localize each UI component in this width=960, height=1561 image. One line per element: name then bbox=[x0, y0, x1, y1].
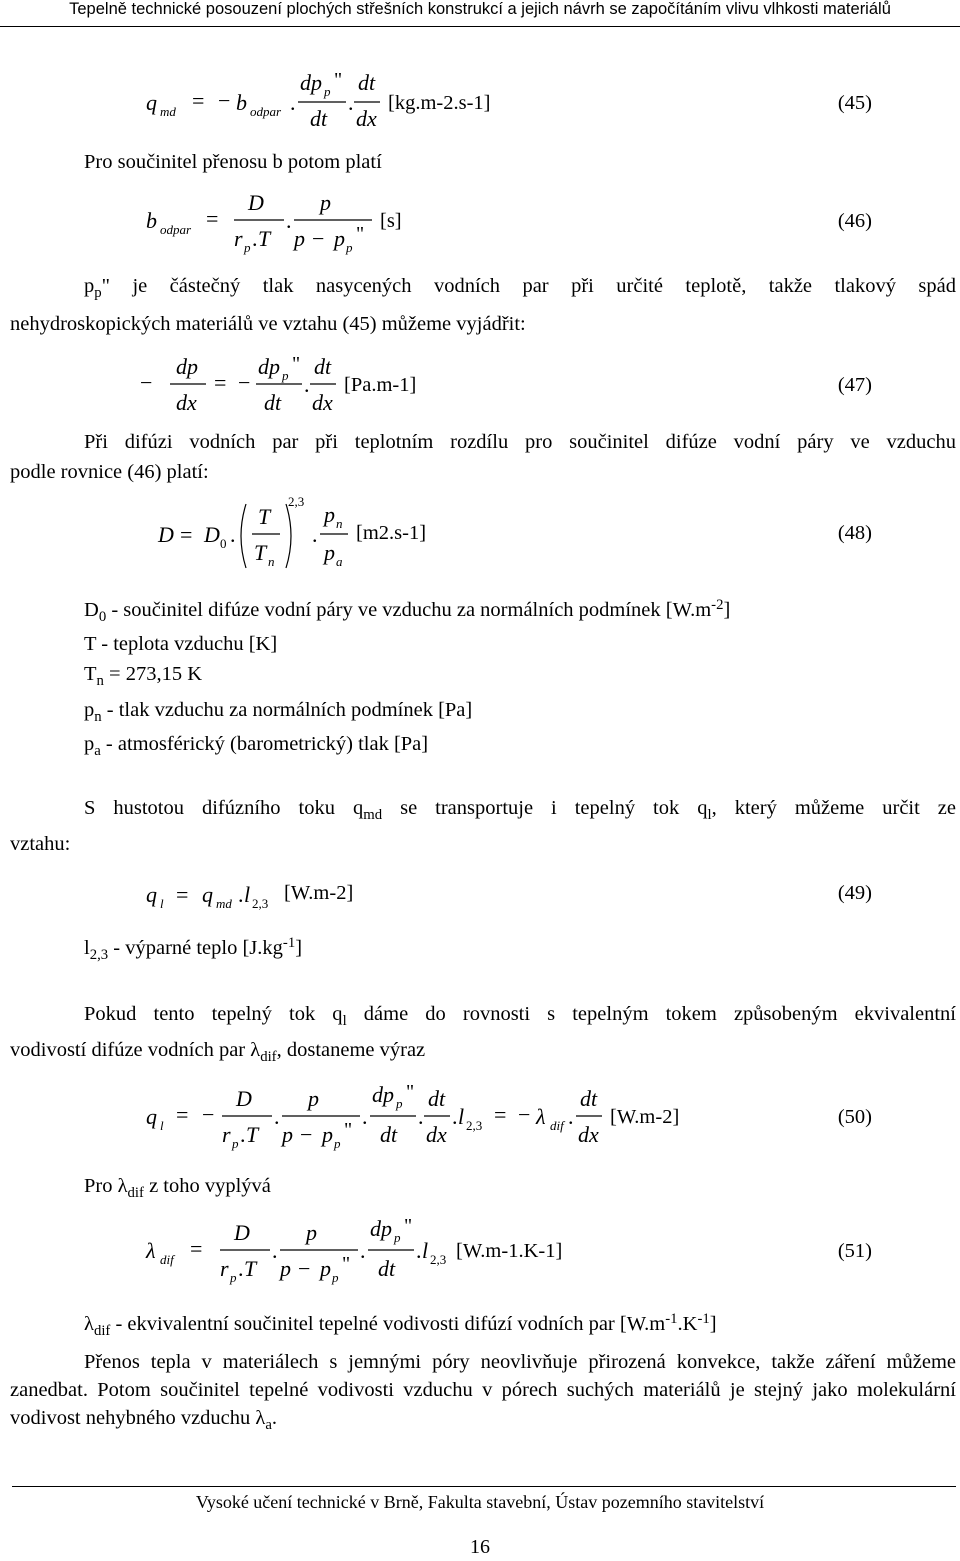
svg-text:dt: dt bbox=[264, 390, 282, 415]
svg-text:−: − bbox=[312, 226, 325, 251]
svg-text:p: p bbox=[394, 1230, 401, 1245]
equation-48-number: (48) bbox=[837, 522, 872, 544]
equation-46 bbox=[140, 186, 920, 276]
svg-text:.: . bbox=[416, 1238, 422, 1263]
svg-text:−: − bbox=[238, 370, 251, 395]
svg-text:.: . bbox=[286, 208, 292, 233]
svg-text:p: p bbox=[332, 1270, 339, 1285]
svg-text:D: D bbox=[234, 1220, 250, 1245]
paragraph-pro-lambda: Pro $\lambda_{dif}$ z toho vyplývá bbox=[84, 1175, 271, 1202]
svg-text:p: p bbox=[306, 1220, 317, 1245]
equation-45 bbox=[140, 64, 920, 154]
svg-text:D: D bbox=[158, 522, 174, 547]
svg-text:.: . bbox=[272, 1238, 278, 1263]
svg-text:dif: dif bbox=[160, 1252, 174, 1267]
equation-51-number: (51) bbox=[837, 1240, 872, 1262]
equation-50-formula bbox=[140, 1080, 620, 1160]
equation-48-formula bbox=[140, 492, 360, 582]
svg-text:dt: dt bbox=[580, 1086, 598, 1111]
svg-text:.: . bbox=[240, 1122, 246, 1147]
svg-text:D: D bbox=[248, 190, 264, 215]
svg-text:n: n bbox=[336, 516, 343, 531]
equation-49-unit: [W.m-2] bbox=[284, 882, 354, 904]
svg-text:T: T bbox=[258, 226, 271, 251]
svg-text:dt: dt bbox=[358, 70, 376, 95]
definition-pa: $p_a$ - atmosférický (barometrický) tlak [Pa] bbox=[84, 733, 429, 760]
svg-text:.: . bbox=[348, 90, 354, 115]
paragraph-pp: $p_p$" je částečný tlak nasycených vodních par při určité teplotě, takže tlakový spád bbox=[84, 275, 956, 302]
equation-48 bbox=[140, 492, 920, 582]
svg-text:dt: dt bbox=[428, 1086, 446, 1111]
paragraph-pokud: Pokud tento tepelný tok $q_l$ dáme do rovnosti s tepelným tokem způsobeným ekvivalentní bbox=[84, 1003, 956, 1030]
equation-51 bbox=[140, 1212, 920, 1302]
svg-text:dt: dt bbox=[380, 1122, 398, 1147]
page-number: 16 bbox=[470, 1536, 490, 1558]
svg-text:p: p bbox=[282, 368, 289, 383]
svg-text:−: − bbox=[202, 1102, 215, 1127]
svg-text:b: b bbox=[146, 208, 157, 233]
equation-50 bbox=[140, 1080, 920, 1170]
svg-text:r: r bbox=[234, 226, 243, 251]
svg-text:T: T bbox=[254, 540, 267, 565]
svg-text:.: . bbox=[360, 1238, 366, 1263]
svg-text:=: = bbox=[176, 882, 189, 907]
svg-text:": " bbox=[404, 1215, 413, 1237]
svg-text:q: q bbox=[146, 1104, 157, 1129]
svg-text:−: − bbox=[298, 1256, 311, 1281]
svg-text:=: = bbox=[190, 1236, 203, 1261]
svg-text:r: r bbox=[222, 1122, 231, 1147]
svg-text:D: D bbox=[236, 1086, 252, 1111]
paragraph-pokud-cont: vodivostí difúze vodních par $\lambda_{dif}$, dostaneme výraz bbox=[10, 1039, 426, 1066]
svg-text:p: p bbox=[232, 1136, 239, 1151]
equation-46-formula bbox=[140, 186, 400, 266]
svg-text:2,3: 2,3 bbox=[252, 896, 269, 911]
svg-text:n: n bbox=[268, 554, 275, 569]
equation-46-number: (46) bbox=[837, 210, 872, 232]
svg-text:p: p bbox=[324, 84, 331, 99]
svg-text:.: . bbox=[274, 1104, 280, 1129]
svg-text:dp: dp bbox=[370, 1216, 392, 1241]
equation-48-unit: [m2.s-1] bbox=[356, 522, 427, 544]
svg-text:D: D bbox=[204, 522, 220, 547]
svg-text:": " bbox=[292, 353, 301, 375]
svg-text:l: l bbox=[458, 1104, 465, 1129]
svg-text:.: . bbox=[304, 372, 310, 397]
svg-text:dp: dp bbox=[372, 1082, 394, 1107]
svg-text:p: p bbox=[334, 226, 345, 251]
paragraph-difuze: Při difúzi vodních par při teplotním rozdílu pro součinitel difúze vodní páry ve vzduchu bbox=[84, 431, 956, 453]
svg-text:=: = bbox=[180, 522, 193, 547]
svg-text:l: l bbox=[244, 882, 251, 907]
svg-text:l: l bbox=[160, 896, 164, 911]
svg-text:p: p bbox=[324, 540, 335, 565]
svg-text:": " bbox=[342, 1253, 351, 1275]
equation-46-unit: [s] bbox=[380, 210, 402, 232]
svg-text:0: 0 bbox=[220, 536, 227, 551]
svg-text:dx: dx bbox=[312, 390, 333, 415]
svg-text:dp: dp bbox=[258, 354, 280, 379]
svg-text:p: p bbox=[324, 502, 335, 527]
svg-text:T: T bbox=[258, 504, 271, 529]
svg-text:.: . bbox=[238, 882, 244, 907]
svg-text:=: = bbox=[176, 1102, 189, 1127]
svg-text:p: p bbox=[322, 1122, 333, 1147]
definition-t: T - teplota vzduchu [K] bbox=[84, 633, 278, 655]
svg-text:md: md bbox=[160, 104, 176, 119]
svg-text:=: = bbox=[494, 1102, 507, 1127]
svg-text:": " bbox=[356, 223, 365, 245]
paragraph-prenos: Pro součinitel přenosu b potom platí bbox=[84, 151, 382, 173]
svg-text:p: p bbox=[320, 1256, 331, 1281]
svg-text:T: T bbox=[246, 1122, 259, 1147]
svg-text:p: p bbox=[308, 1086, 319, 1111]
svg-text:.: . bbox=[290, 90, 296, 115]
equation-47-formula bbox=[140, 350, 360, 430]
svg-text:.: . bbox=[568, 1104, 574, 1129]
equation-49-number: (49) bbox=[837, 882, 872, 904]
svg-text:dif: dif bbox=[550, 1118, 564, 1133]
svg-text:": " bbox=[344, 1119, 353, 1141]
svg-text:dt: dt bbox=[378, 1256, 396, 1281]
definition-lambda-dif: $\lambda_{dif}$ - ekvivalentní součinitel tepelné vodivosti difúzí vodních par $[W.m^{-1}.K^{-1}]$ bbox=[84, 1311, 717, 1340]
svg-text:.: . bbox=[452, 1104, 458, 1129]
definition-l23: $l_{2,3}$ - výparné teplo $[J.kg^{-1}]$ bbox=[84, 935, 303, 964]
svg-text:dt: dt bbox=[310, 106, 328, 131]
svg-text:.: . bbox=[238, 1256, 244, 1281]
pp-symbol: p bbox=[84, 275, 95, 297]
footer-rule bbox=[12, 1486, 956, 1487]
svg-text:p: p bbox=[244, 240, 251, 255]
svg-text:p: p bbox=[230, 1270, 237, 1285]
paragraph-prenos-tepla: Přenos tepla v materiálech s jemnými póry neovlivňuje přirozená konvekce, takže záření můžeme zanedbat. Potom součinitel tepelné vodivosti vzduchu v pórech suchých materiálů je stejný jako molekulární vodivost nehybného vzduchu $\lambda_a$. bbox=[10, 1351, 956, 1434]
svg-text:.: . bbox=[230, 522, 236, 547]
svg-text:p: p bbox=[282, 1122, 293, 1147]
svg-text:λ: λ bbox=[536, 1104, 546, 1129]
svg-text:": " bbox=[406, 1081, 415, 1103]
svg-text:2,3: 2,3 bbox=[288, 494, 305, 509]
svg-text:q: q bbox=[146, 882, 157, 907]
svg-text:md: md bbox=[216, 896, 232, 911]
equation-45-unit: [kg.m-2.s-1] bbox=[388, 92, 491, 114]
svg-text:T: T bbox=[244, 1256, 257, 1281]
equation-50-number: (50) bbox=[837, 1106, 872, 1128]
svg-text:p: p bbox=[320, 190, 331, 215]
paragraph-hustota: S hustotou difúzního toku $q_{md}$ se transportuje i tepelný tok $q_l$, který můžeme určit ze bbox=[84, 797, 956, 824]
svg-text:p: p bbox=[396, 1096, 403, 1111]
pp-text: " je částečný tlak nasycených vodních par při určité teplotě, takže tlakový spád bbox=[101, 275, 956, 297]
svg-text:p: p bbox=[334, 1136, 341, 1151]
svg-text:=: = bbox=[192, 88, 205, 113]
equation-45-number: (45) bbox=[837, 92, 872, 114]
paragraph-difuze-cont: podle rovnice (46) platí: bbox=[10, 461, 209, 483]
svg-text:q: q bbox=[202, 882, 213, 907]
svg-text:.: . bbox=[362, 1104, 368, 1129]
svg-text:2,3: 2,3 bbox=[466, 1118, 483, 1133]
svg-text:r: r bbox=[220, 1256, 229, 1281]
svg-text:p: p bbox=[280, 1256, 291, 1281]
equation-47-unit: [Pa.m-1] bbox=[344, 374, 417, 396]
svg-text:dt: dt bbox=[314, 354, 332, 379]
svg-text:a: a bbox=[336, 554, 343, 569]
svg-text:l: l bbox=[422, 1238, 429, 1263]
header-rule bbox=[0, 26, 960, 27]
svg-text:.: . bbox=[312, 522, 318, 547]
equation-51-unit: [W.m-1.K-1] bbox=[456, 1240, 563, 1262]
svg-text:odpar: odpar bbox=[250, 104, 282, 119]
svg-text:=: = bbox=[206, 206, 219, 231]
svg-text:dp: dp bbox=[176, 354, 198, 379]
definition-pn: $p_n$ - tlak vzduchu za normálních podmínek [Pa] bbox=[84, 699, 473, 726]
svg-text:l: l bbox=[160, 1118, 164, 1133]
svg-text:.: . bbox=[418, 1104, 424, 1129]
svg-text:dp: dp bbox=[300, 70, 322, 95]
svg-text:q: q bbox=[146, 90, 157, 115]
definition-tn: $T_n = 273,15$ K bbox=[84, 663, 203, 690]
svg-text:−: − bbox=[300, 1122, 313, 1147]
svg-text:b: b bbox=[236, 90, 247, 115]
svg-text:=: = bbox=[214, 370, 227, 395]
footer-institution: Vysoké učení technické v Brně, Fakulta stavební, Ústav pozemního stavitelství bbox=[195, 1492, 765, 1512]
definition-d0: $D_0$ - součinitel difúze vodní páry ve vzduchu za normálních podmínek $[W.m^{-2}]$ bbox=[84, 597, 731, 626]
svg-text:−: − bbox=[518, 1102, 531, 1127]
svg-text:p: p bbox=[346, 240, 353, 255]
svg-text:dx: dx bbox=[578, 1122, 599, 1147]
equation-50-unit: [W.m-2] bbox=[610, 1106, 680, 1128]
equation-47-number: (47) bbox=[837, 374, 872, 396]
svg-text:.: . bbox=[252, 226, 258, 251]
svg-text:dx: dx bbox=[356, 106, 377, 131]
svg-text:λ: λ bbox=[146, 1238, 156, 1263]
svg-text:−: − bbox=[140, 370, 153, 395]
svg-text:dx: dx bbox=[176, 390, 197, 415]
running-header: Tepelně technické posouzení plochých střešních konstrukcí a jejich návrh se započítáním vlivu vlhkosti materiálů bbox=[69, 0, 891, 18]
paragraph-pp-cont: nehydroskopických materiálů ve vztahu (45) můžeme vyjádřit: bbox=[10, 313, 526, 335]
svg-text:−: − bbox=[218, 88, 231, 113]
svg-text:p: p bbox=[294, 226, 305, 251]
svg-text:": " bbox=[334, 69, 343, 91]
svg-text:odpar: odpar bbox=[160, 222, 192, 237]
equation-47 bbox=[140, 350, 920, 440]
paragraph-vztahu: vztahu: bbox=[10, 833, 71, 855]
equation-51-formula bbox=[140, 1212, 460, 1292]
svg-text:dx: dx bbox=[426, 1122, 447, 1147]
svg-text:2,3: 2,3 bbox=[430, 1252, 447, 1267]
equation-49-formula bbox=[140, 872, 290, 922]
